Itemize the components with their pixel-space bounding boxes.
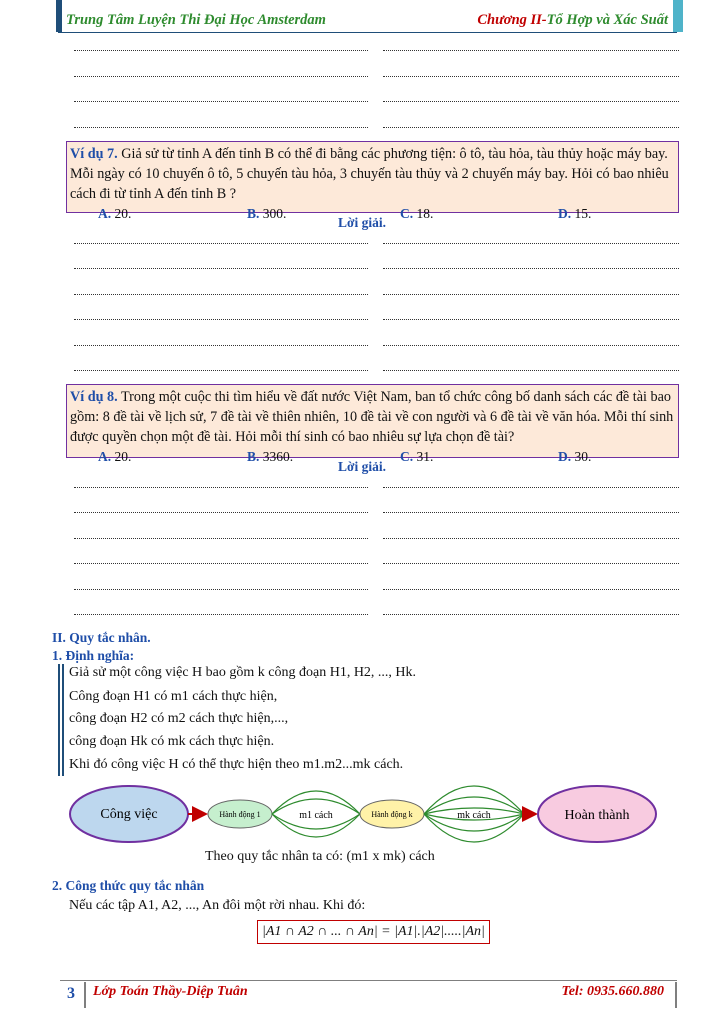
dotted-line	[383, 101, 679, 102]
definition-bar	[58, 664, 64, 776]
dotted-line	[74, 512, 368, 513]
definition-line-4: công đoạn Hk có mk cách thực hiện.	[69, 734, 275, 749]
example-8-label: Ví dụ 8.	[70, 389, 118, 405]
example-8-question	[70, 387, 674, 447]
dotted-line	[383, 589, 679, 590]
option-value: 18.	[416, 206, 434, 221]
example-7-text: Giả sử từ tỉnh A đến tỉnh B có thể đi bằng các phương tiện: ô tô, tàu hỏa, tàu thủy hoặc máy bay. Mỗi ngày có 10 chuyến ô tô, 5 chuyến tàu hỏa, 3 chuyến tàu thủy và 2 chuyến máy bay. Hỏi có bao nhiêu cách đi từ tỉnh A đến tỉnh B ?	[70, 146, 669, 202]
dotted-line	[74, 589, 368, 590]
definition-line-1: Giả sử một công việc H bao gồm k công đoạn H1, H2, ..., Hk.	[69, 665, 417, 680]
option-value: 15.	[574, 206, 592, 221]
dotted-line	[383, 127, 679, 128]
example-7-label: Ví dụ 7.	[70, 146, 118, 162]
definition-line-3: công đoạn H2 có m2 cách thực hiện,...,	[69, 711, 289, 726]
step-k-label: Hành động k	[371, 810, 413, 819]
dotted-line	[383, 614, 679, 615]
dotted-line	[74, 563, 368, 564]
dotted-line	[383, 487, 679, 488]
option-value: 31.	[416, 449, 434, 464]
dotted-line	[383, 512, 679, 513]
option-value: 20.	[114, 449, 132, 464]
footer-phone: Tel: 0935.660.880	[561, 984, 664, 999]
subsection-definition: 1. Định nghĩa:	[52, 648, 135, 663]
option-letter: C.	[400, 449, 414, 464]
section-title: II. Quy tắc nhân.	[52, 630, 151, 645]
definition-line-2: Công đoạn H1 có m1 cách thực hiện,	[69, 689, 278, 704]
dotted-line	[74, 614, 368, 615]
ways-1-label: m1 cách	[299, 810, 333, 821]
dotted-line	[74, 268, 368, 269]
option-letter: B.	[247, 206, 260, 221]
dotted-line	[74, 127, 368, 128]
footer-divider	[675, 982, 677, 1008]
option-letter: B.	[247, 449, 260, 464]
header-chapter-number: Chương II-	[477, 12, 547, 28]
dotted-line	[383, 319, 679, 320]
dotted-line	[383, 345, 679, 346]
formula-box: |A1 ∩ A2 ∩ ... ∩ An| = |A1|.|A2|.....|An|	[257, 920, 490, 944]
dotted-line	[74, 101, 368, 102]
option-letter: D.	[558, 206, 572, 221]
example-8-box	[66, 384, 679, 464]
dotted-line	[74, 50, 368, 51]
option-letter: D.	[558, 449, 572, 464]
dotted-line	[383, 50, 679, 51]
dotted-line	[74, 345, 368, 346]
dotted-line	[383, 370, 679, 371]
solution-heading: Lời giải.	[338, 215, 386, 230]
option-letter: C.	[400, 206, 414, 221]
dotted-line	[74, 294, 368, 295]
ways-k-label: mk cách	[457, 810, 491, 821]
header-chapter-topic: Tổ Hợp và Xác Suất	[546, 12, 668, 28]
dotted-line	[74, 370, 368, 371]
dotted-line	[383, 243, 679, 244]
subsection-formula: 2. Công thức quy tắc nhân	[52, 878, 205, 893]
option-value: 3360.	[262, 449, 294, 464]
dotted-line	[383, 563, 679, 564]
option-value: 30.	[574, 449, 592, 464]
option-letter: A.	[98, 206, 112, 221]
end-label: Hoàn thành	[564, 808, 630, 823]
dotted-line	[74, 487, 368, 488]
dotted-line	[383, 538, 679, 539]
option-value: 20.	[114, 206, 132, 221]
header-chapter	[477, 12, 668, 29]
diagram-caption: Theo quy tắc nhân ta có: (m1 x mk) cách	[205, 849, 435, 864]
option-value: 300.	[262, 206, 287, 221]
footer-divider	[84, 982, 86, 1008]
solution-heading: Lời giải.	[338, 459, 386, 474]
dotted-line	[383, 76, 679, 77]
header-center-name: Trung Tâm Luyện Thi Đại Học Amsterdam	[66, 12, 326, 28]
dotted-line	[74, 319, 368, 320]
example-7-box	[66, 141, 679, 221]
start-label: Công việc	[100, 807, 158, 822]
multiplication-rule-diagram	[0, 778, 724, 858]
option-letter: A.	[98, 449, 112, 464]
dotted-line	[383, 294, 679, 295]
dotted-line	[383, 268, 679, 269]
header-accent-right	[673, 0, 683, 32]
step-1-label: Hành động 1	[219, 810, 261, 819]
dotted-line	[74, 538, 368, 539]
example-7-question	[70, 144, 674, 204]
formula-intro: Nếu các tập A1, A2, ..., An đôi một rời nhau. Khi đó:	[69, 898, 366, 913]
footer-class-name: Lớp Toán Thầy-Diệp Tuân	[93, 984, 248, 999]
dotted-line	[74, 76, 368, 77]
example-8-text: Trong một cuộc thi tìm hiểu về đất nước Việt Nam, ban tổ chức công bố danh sách các đề tài bao gồm: 8 đề tài về lịch sử, 7 đề tài về thiên nhiên, 10 đề tài về con người và 6 đề tài về văn hóa. Mỗi thí sinh được quyền chọn một đề tài. Hỏi mỗi thí sinh có bao nhiêu sự lựa chọn đề tài?	[70, 389, 674, 445]
footer-rule	[60, 980, 677, 981]
definition-line-5: Khi đó công việc H có thể thực hiện theo m1.m2...mk cách.	[69, 757, 404, 772]
dotted-line	[74, 243, 368, 244]
page-number: 3	[67, 985, 75, 1002]
